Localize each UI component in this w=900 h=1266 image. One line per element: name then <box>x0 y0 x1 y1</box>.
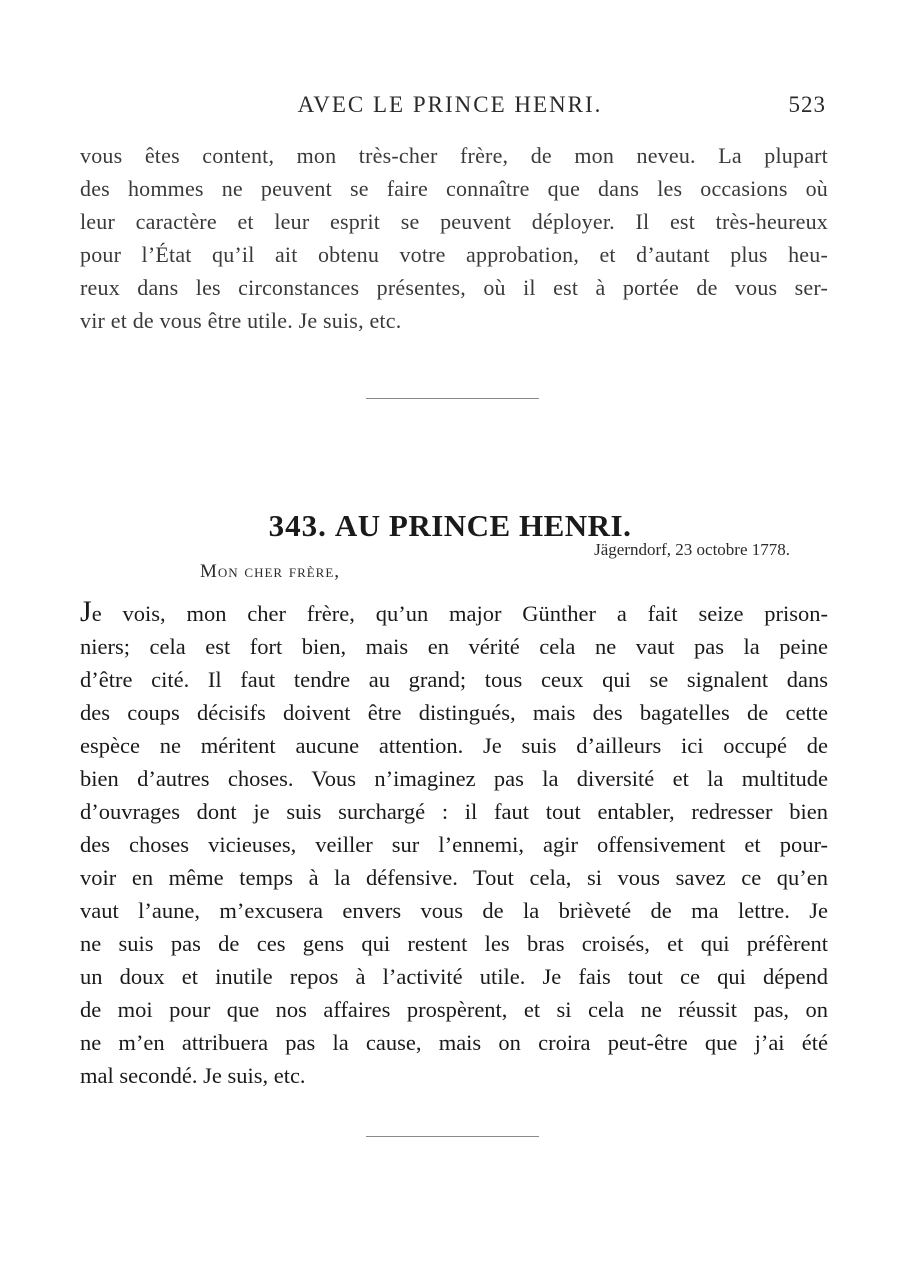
running-title: AVEC LE PRINCE HENRI. <box>297 92 603 117</box>
text-line <box>80 597 828 630</box>
text-line: des hommes ne peuvent se faire connaître que dans les occasions où <box>80 176 828 201</box>
section-divider <box>366 1136 539 1137</box>
text-line: bien d’autres choses. Vous n’imaginez pas la diversité et la multitude <box>80 766 828 791</box>
first-line-text: e vois, mon cher frère, qu’un major Günther a fait seize prison- <box>91 601 828 626</box>
text-line: des coups décisifs doivent être distingués, mais des bagatelles de cette <box>80 700 828 725</box>
text-line: ne m’en attribuera pas la cause, mais on croira peut-être que j’ai été <box>80 1030 828 1055</box>
letter-body <box>80 597 828 1092</box>
text-line: leur caractère et leur esprit se peuvent déployer. Il est très-heureux <box>80 209 828 234</box>
text-line: reux dans les circonstances présentes, où il est à portée de vous ser- <box>80 275 828 300</box>
text-line: d’être cité. Il faut tendre au grand; tous ceux qui se signalent dans <box>80 667 828 692</box>
text-line: un doux et inutile repos à l’activité utile. Je fais tout ce qui dépend <box>80 964 828 989</box>
text-line: mal secondé. Je suis, etc. <box>80 1063 306 1088</box>
text-line: de moi pour que nos affaires prospèrent, et si cela ne réussit pas, on <box>80 997 828 1022</box>
running-head <box>0 92 900 122</box>
letter-title: AU PRINCE HENRI. <box>334 507 632 543</box>
text-line: vaut l’aune, m’excusera envers vous de la brièveté de ma lettre. Je <box>80 898 828 923</box>
salutation: Mon cher frère, <box>200 561 341 582</box>
text-line: espèce ne méritent aucune attention. Je suis d’ailleurs ici occupé de <box>80 733 828 758</box>
text-line: ne suis pas de ces gens qui restent les bras croisés, et qui préfèrent <box>80 931 828 956</box>
letter-heading <box>0 508 900 544</box>
text-line: voir en même temps à la défensive. Tout cela, si vous savez ce qu’en <box>80 865 828 890</box>
dateline: Jägerndorf, 23 octobre 1778. <box>594 540 790 559</box>
text-line: pour l’État qu’il ait obtenu votre approbation, et d’autant plus heu- <box>80 242 828 267</box>
letter-number: 343. <box>268 507 327 543</box>
text-line: des choses vicieuses, veiller sur l’ennemi, agir offensivement et pour- <box>80 832 828 857</box>
text-line: vous êtes content, mon très-cher frère, de mon neveu. La plupart <box>80 143 828 168</box>
text-line: vir et de vous être utile. Je suis, etc. <box>80 308 402 333</box>
text-line: niers; cela est fort bien, mais en vérité cela ne vaut pas la peine <box>80 634 828 659</box>
previous-letter-ending <box>80 139 828 337</box>
section-divider <box>366 398 539 399</box>
drop-cap: J <box>80 595 92 628</box>
page-number: 523 <box>788 92 826 117</box>
text-line: d’ouvrages dont je suis surchargé : il faut tout entabler, redresser bien <box>80 799 828 824</box>
